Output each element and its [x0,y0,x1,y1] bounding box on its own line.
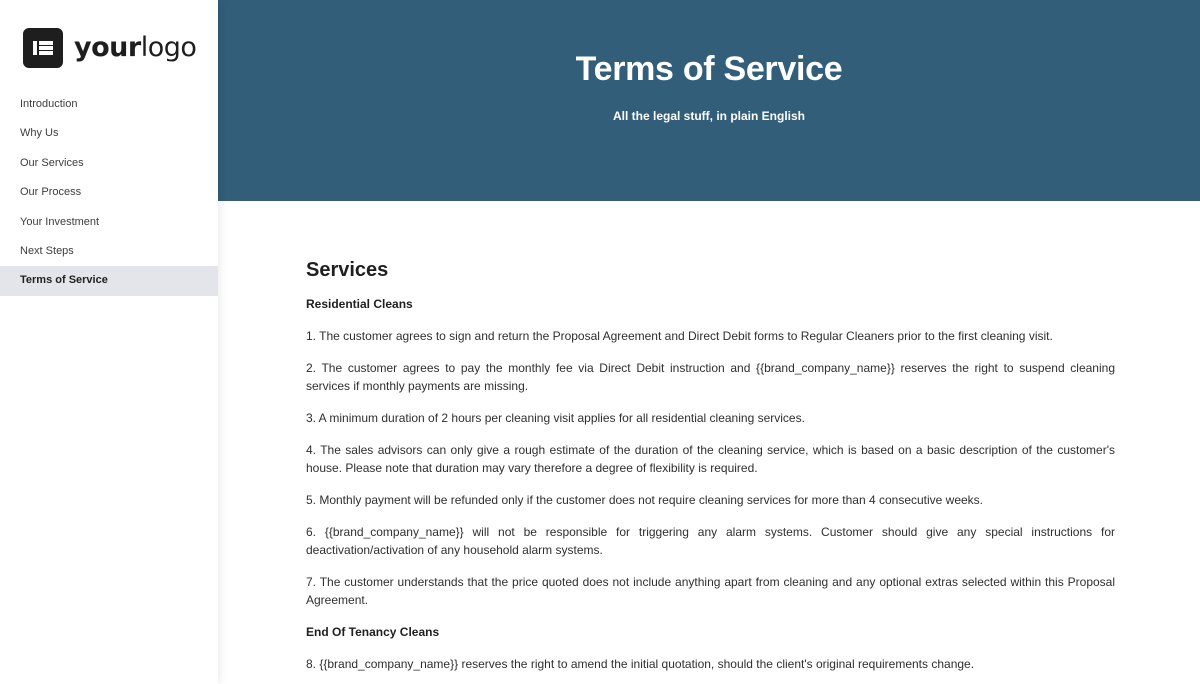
hero-banner [218,0,1200,201]
sidebar [0,0,218,684]
logo-text-bold: your [74,32,141,63]
sidebar-item-our-process[interactable]: Our Process [20,186,82,199]
term-item: 2. The customer agrees to pay the monthly fee via Direct Debit instruction and {{brand_company_name}} reserves the right to suspend cleaning services if monthly payments are missing. [306,361,1115,393]
sidebar-item-introduction[interactable]: Introduction [20,98,78,110]
sidebar-item-next-steps[interactable]: Next Steps [20,244,74,257]
sidebar-item-why-us[interactable]: Why Us [20,127,59,140]
sidebar-nav [0,90,218,296]
term-item: 8. {{brand_company_name}} reserves the right to amend the initial quotation, should the client's original requirements change. [306,657,975,671]
term-item: 4. The sales advisors can only give a rough estimate of the duration of the cleaning service, which is based on a basic description of the customer's house. Please note that duration may vary therefore a degree of flexibility is required. [306,443,1115,475]
logo-wordmark [74,28,196,68]
term-item: 1. The customer agrees to sign and return the Proposal Agreement and Direct Debit forms to Regular Cleaners prior to the first cleaning visit. [306,329,1053,343]
sidebar-item-our-services[interactable]: Our Services [20,156,84,169]
logo-text-light: logo [140,32,197,63]
sidebar-item-terms-of-service[interactable]: Terms of Service [0,266,218,295]
page-title: Terms of Service [575,50,843,88]
term-item: 6. {{brand_company_name}} will not be responsible for triggering any alarm systems. Customer should give any special instructions for deactivation/activation of any household alarm systems. [306,525,1115,557]
logo-mark-icon [23,28,63,68]
subsection-title-end-of-tenancy: End Of Tenancy Cleans [306,625,440,639]
brand-logo[interactable] [23,28,196,68]
main-content [306,255,1115,684]
section-title: Services [306,259,389,281]
term-item: 3. A minimum duration of 2 hours per cleaning visit applies for all residential cleaning services. [306,411,805,425]
term-item: 7. The customer understands that the price quoted does not include anything apart from cleaning and any optional extras selected within this Proposal Agreement. [306,575,1115,607]
sidebar-item-your-investment[interactable]: Your Investment [20,215,100,228]
page-subtitle: All the legal stuff, in plain English [612,109,805,123]
subsection-title-residential: Residential Cleans [306,297,413,311]
term-item: 5. Monthly payment will be refunded only if the customer does not require cleaning services for more than 4 consecutive weeks. [306,493,984,507]
